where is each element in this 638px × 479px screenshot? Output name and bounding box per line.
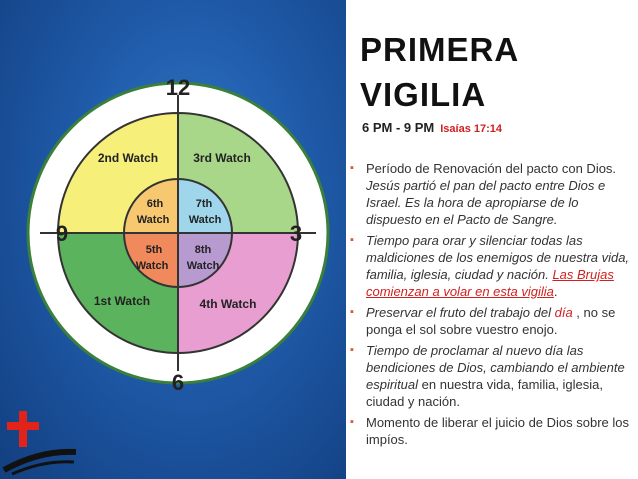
label-4th-watch: 4th Watch (199, 297, 257, 311)
label-8th-watch: Watch (186, 260, 220, 272)
label-6th-watch: Watch (136, 214, 170, 226)
label-1st-watch: 1st Watch (93, 294, 151, 308)
clock-face (28, 83, 328, 383)
label-5th: 5th (145, 244, 163, 256)
bullet-4-end: en nuestra vida, familia, iglesia, ciudad y nación. (366, 377, 604, 409)
bullet-2-text: Tiempo para orar y silenciar todas las maldiciones de los enemigos de nuestra vida, familia, iglesia, ciudad y nación. (366, 233, 630, 282)
bullet-marker-icon: ▪ (350, 416, 354, 428)
bullet-1-text: Período de Renovación del pacto con Dios. (366, 161, 617, 176)
church-cross-logo-icon (4, 411, 76, 474)
bullet-marker-icon: ▪ (350, 306, 354, 318)
bullet-2-end: . (553, 284, 558, 299)
bullet-1-italic: Jesús partió el pan del pacto entre Dios e Israel. Es la hora de apropiarse de lo dispuesto en el Pacto de Sangre. (366, 178, 606, 227)
bullet-2-highlight: Las Brujas comienzan a volar en esta vigilia (366, 267, 614, 299)
subtitle (362, 120, 502, 135)
bullet-item (346, 232, 632, 300)
subtitle-scripture-ref: Isaías 17:14 (440, 123, 503, 135)
label-5th-watch: Watch (135, 260, 169, 272)
content-panel (346, 0, 638, 479)
label-2nd-watch: 2nd Watch (97, 151, 159, 165)
label-3rd-watch: 3rd Watch (193, 151, 251, 165)
bullet-item (346, 304, 632, 338)
subtitle-time: 6 PM - 9 PM (362, 120, 435, 135)
clock-number-3: 3 (289, 221, 303, 246)
bullet-3-highlight: día (554, 305, 573, 320)
label-7th: 7th (195, 198, 213, 210)
clock-number-9: 9 (55, 221, 69, 246)
clock-number-6: 6 (171, 370, 185, 395)
bullet-item (346, 160, 632, 228)
label-8th: 8th (194, 244, 212, 256)
clock-number-12: 12 (165, 75, 191, 100)
label-7th-watch: Watch (188, 214, 222, 226)
bullet-item (346, 414, 632, 448)
label-6th: 6th (146, 198, 164, 210)
bullet-list (346, 160, 632, 452)
bullet-4-text: Tiempo de proclamar al nuevo día las bendiciones de Dios, cambiando el ambiente espiritual (366, 343, 625, 392)
bullet-marker-icon: ▪ (350, 162, 354, 174)
bullet-3-end: , no se ponga el sol sobre vuestro enojo. (366, 305, 616, 337)
title-line-2: VIGILIA (360, 76, 487, 113)
title-line-1: PRIMERA (360, 31, 520, 68)
bullet-item (346, 342, 632, 410)
bullet-marker-icon: ▪ (350, 344, 354, 356)
bullet-5-text: Momento de liberar el juicio de Dios sobre los impíos. (366, 415, 630, 447)
bullet-3-text: Preservar el fruto del trabajo del (366, 305, 555, 320)
bullet-marker-icon: ▪ (350, 234, 354, 246)
